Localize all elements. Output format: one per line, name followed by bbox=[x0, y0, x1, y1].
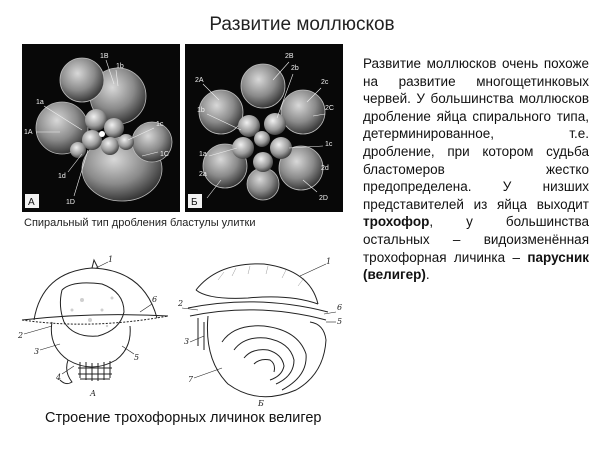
drawing-veliger-b bbox=[178, 250, 348, 410]
drawing-veliger-a bbox=[12, 250, 177, 400]
label-2A: 2A bbox=[195, 77, 204, 84]
body-text-part-2: , у большинства остальных – видоизменённая трохофорная личинка – bbox=[363, 214, 589, 265]
label-2C: 2C bbox=[325, 105, 334, 112]
caption-spiral-cleavage: Спиральный тип дробления бластулы улитки bbox=[24, 217, 256, 229]
body-paragraph bbox=[363, 55, 589, 284]
label-1b: 1b bbox=[116, 63, 124, 70]
drawing-b-label-2: 2 bbox=[178, 299, 184, 308]
panel-letter-a: А bbox=[28, 197, 35, 208]
slide-title: Развитие моллюсков bbox=[209, 14, 395, 35]
label-1a-b: 1a bbox=[199, 151, 207, 158]
label-2a: 2a bbox=[199, 171, 207, 178]
label-2D: 2D bbox=[319, 195, 328, 202]
drawing-b-label-6: 6 bbox=[337, 303, 343, 312]
drawing-b-label-1: 1 bbox=[326, 257, 332, 266]
label-2d: 2d bbox=[321, 165, 329, 172]
panel-letter-b: Б bbox=[191, 197, 198, 208]
drawing-a-letter: А bbox=[90, 389, 97, 398]
label-1d: 1d bbox=[58, 173, 66, 180]
label-1C: 1C bbox=[160, 151, 169, 158]
drawing-a-label-1: 1 bbox=[108, 255, 114, 264]
label-2b: 2b bbox=[291, 65, 299, 72]
drawing-a-label-5: 5 bbox=[134, 353, 140, 362]
term-veliger: парусник (велигер) bbox=[363, 249, 589, 283]
drawing-a-label-2: 2 bbox=[18, 331, 24, 340]
drawing-b-label-7: 7 bbox=[188, 375, 194, 384]
label-1B: 1B bbox=[100, 53, 109, 60]
label-1D: 1D bbox=[66, 199, 75, 206]
label-1c: 1c bbox=[156, 121, 164, 128]
drawing-b-image bbox=[178, 250, 348, 410]
micrograph-a-image bbox=[22, 44, 180, 212]
drawing-a-label-3: 3 bbox=[34, 347, 40, 356]
label-1c-b: 1c bbox=[325, 141, 333, 148]
body-text-part-1: Развитие моллюсков очень похоже на развитие многощетинковых червей. У большинства моллюсков дробление яйца спирального типа, детерминированное, т.е. дробление, при котором судьба бластомеров жестко предопределена. У низших представителей из яйца выходит bbox=[363, 56, 589, 212]
micrograph-a-snail-cleavage bbox=[22, 44, 180, 212]
drawing-b-label-3: 3 bbox=[184, 337, 190, 346]
body-text-part-3: . bbox=[425, 267, 430, 283]
drawing-b-label-5: 5 bbox=[337, 317, 343, 326]
label-2B: 2B bbox=[285, 53, 294, 60]
drawing-a-image bbox=[12, 250, 177, 400]
drawing-a-label-6: 6 bbox=[152, 295, 158, 304]
term-trochophore: трохофор bbox=[363, 214, 430, 230]
drawing-a-label-4: 4 bbox=[56, 373, 62, 382]
label-2c: 2c bbox=[321, 79, 329, 86]
caption-veliger-structure: Строение трохофорных личинок велигер bbox=[45, 410, 322, 426]
label-1a: 1a bbox=[36, 99, 44, 106]
micrograph-b-image bbox=[185, 44, 343, 212]
drawing-b-letter: Б bbox=[258, 399, 264, 408]
micrograph-b-snail-cleavage bbox=[185, 44, 343, 212]
label-1A: 1A bbox=[24, 129, 33, 136]
label-1b-b: 1b bbox=[197, 107, 205, 114]
